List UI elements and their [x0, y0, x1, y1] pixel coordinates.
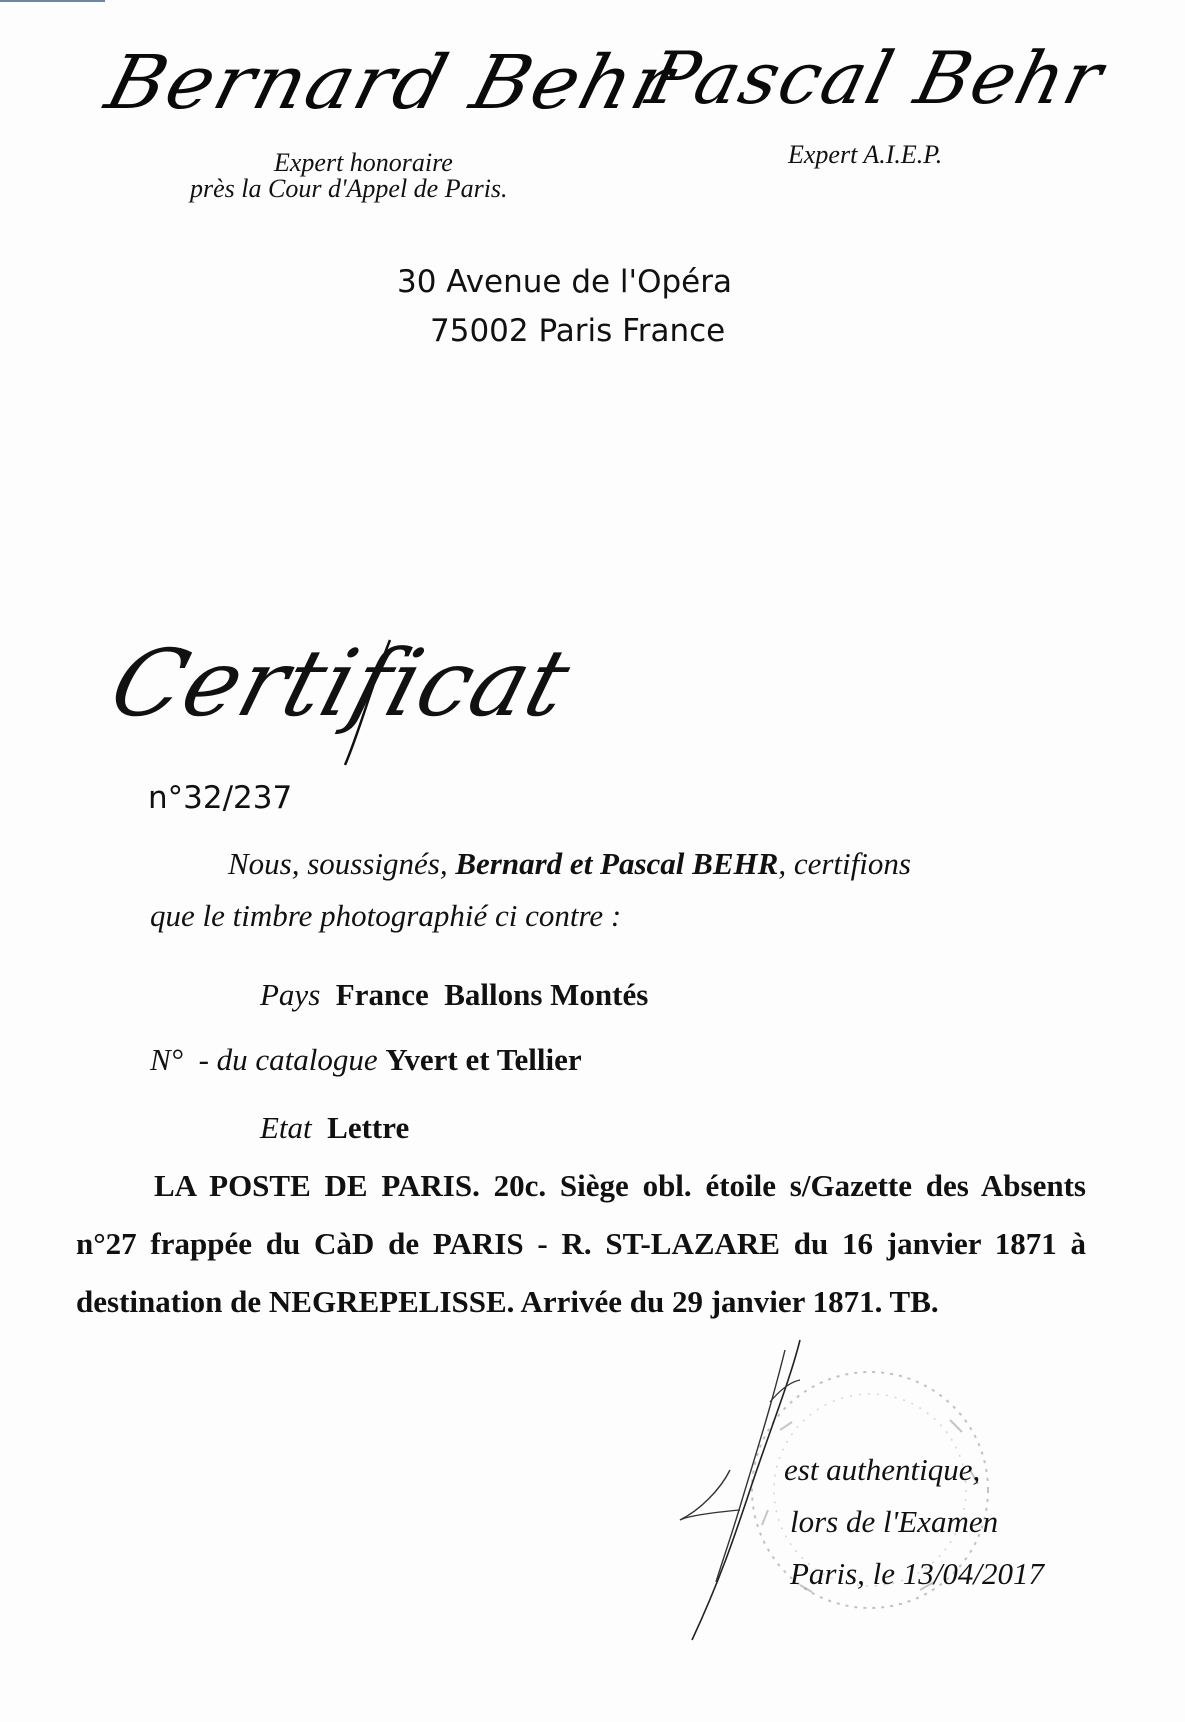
- signoff-line2: lors de l'Examen: [790, 1504, 999, 1539]
- address-line1: 30 Avenue de l'Opéra: [397, 264, 732, 300]
- state-value: Lettre: [327, 1110, 410, 1145]
- bernard-title-line1: Expert honoraire: [274, 148, 453, 177]
- intro-text-part1: Nous, soussignés,: [228, 846, 456, 881]
- catalog-value: Yvert et Tellier: [385, 1042, 582, 1077]
- signoff-line3: Paris, le 13/04/2017: [790, 1556, 1045, 1591]
- bernard-title-line2: près la Cour d'Appel de Paris.: [190, 174, 508, 203]
- stamp-description: LA POSTE DE PARIS. 20c. Siège obl. étoile s/Gazette des Absents n°27 frappée du CàD de PARIS - R. ST-LAZARE du 16 janvier 1871 à destination de NEGREPELISSE. Arrivée du 29 janvier 1871. TB.: [76, 1168, 1086, 1319]
- intro-text-part2: , certifions: [778, 846, 911, 881]
- certificate-title: Certificat: [99, 630, 583, 737]
- scan-edge-line: [0, 0, 105, 2]
- letterhead-name-pascal: Pascal Behr: [639, 36, 1113, 120]
- country-row: [260, 977, 648, 1013]
- pascal-title: Expert A.I.E.P.: [788, 140, 943, 169]
- intro-line1: [228, 846, 911, 882]
- state-row: [260, 1110, 409, 1146]
- intro-names: Bernard et Pascal BEHR: [455, 846, 779, 881]
- state-label: Etat: [260, 1110, 312, 1145]
- country-value: France Ballons Montés: [335, 977, 649, 1012]
- certificate-number: n°32/237: [148, 780, 293, 816]
- signoff-line1: est authentique,: [784, 1452, 981, 1487]
- intro-line2: que le timbre photographié ci contre :: [150, 898, 622, 933]
- catalog-label: N° - du catalogue: [150, 1042, 378, 1077]
- letterhead-name-bernard: Bernard Behr: [97, 40, 684, 126]
- country-label: Pays: [260, 977, 321, 1012]
- catalog-row: [150, 1042, 582, 1078]
- address-line2: 75002 Paris France: [430, 313, 726, 349]
